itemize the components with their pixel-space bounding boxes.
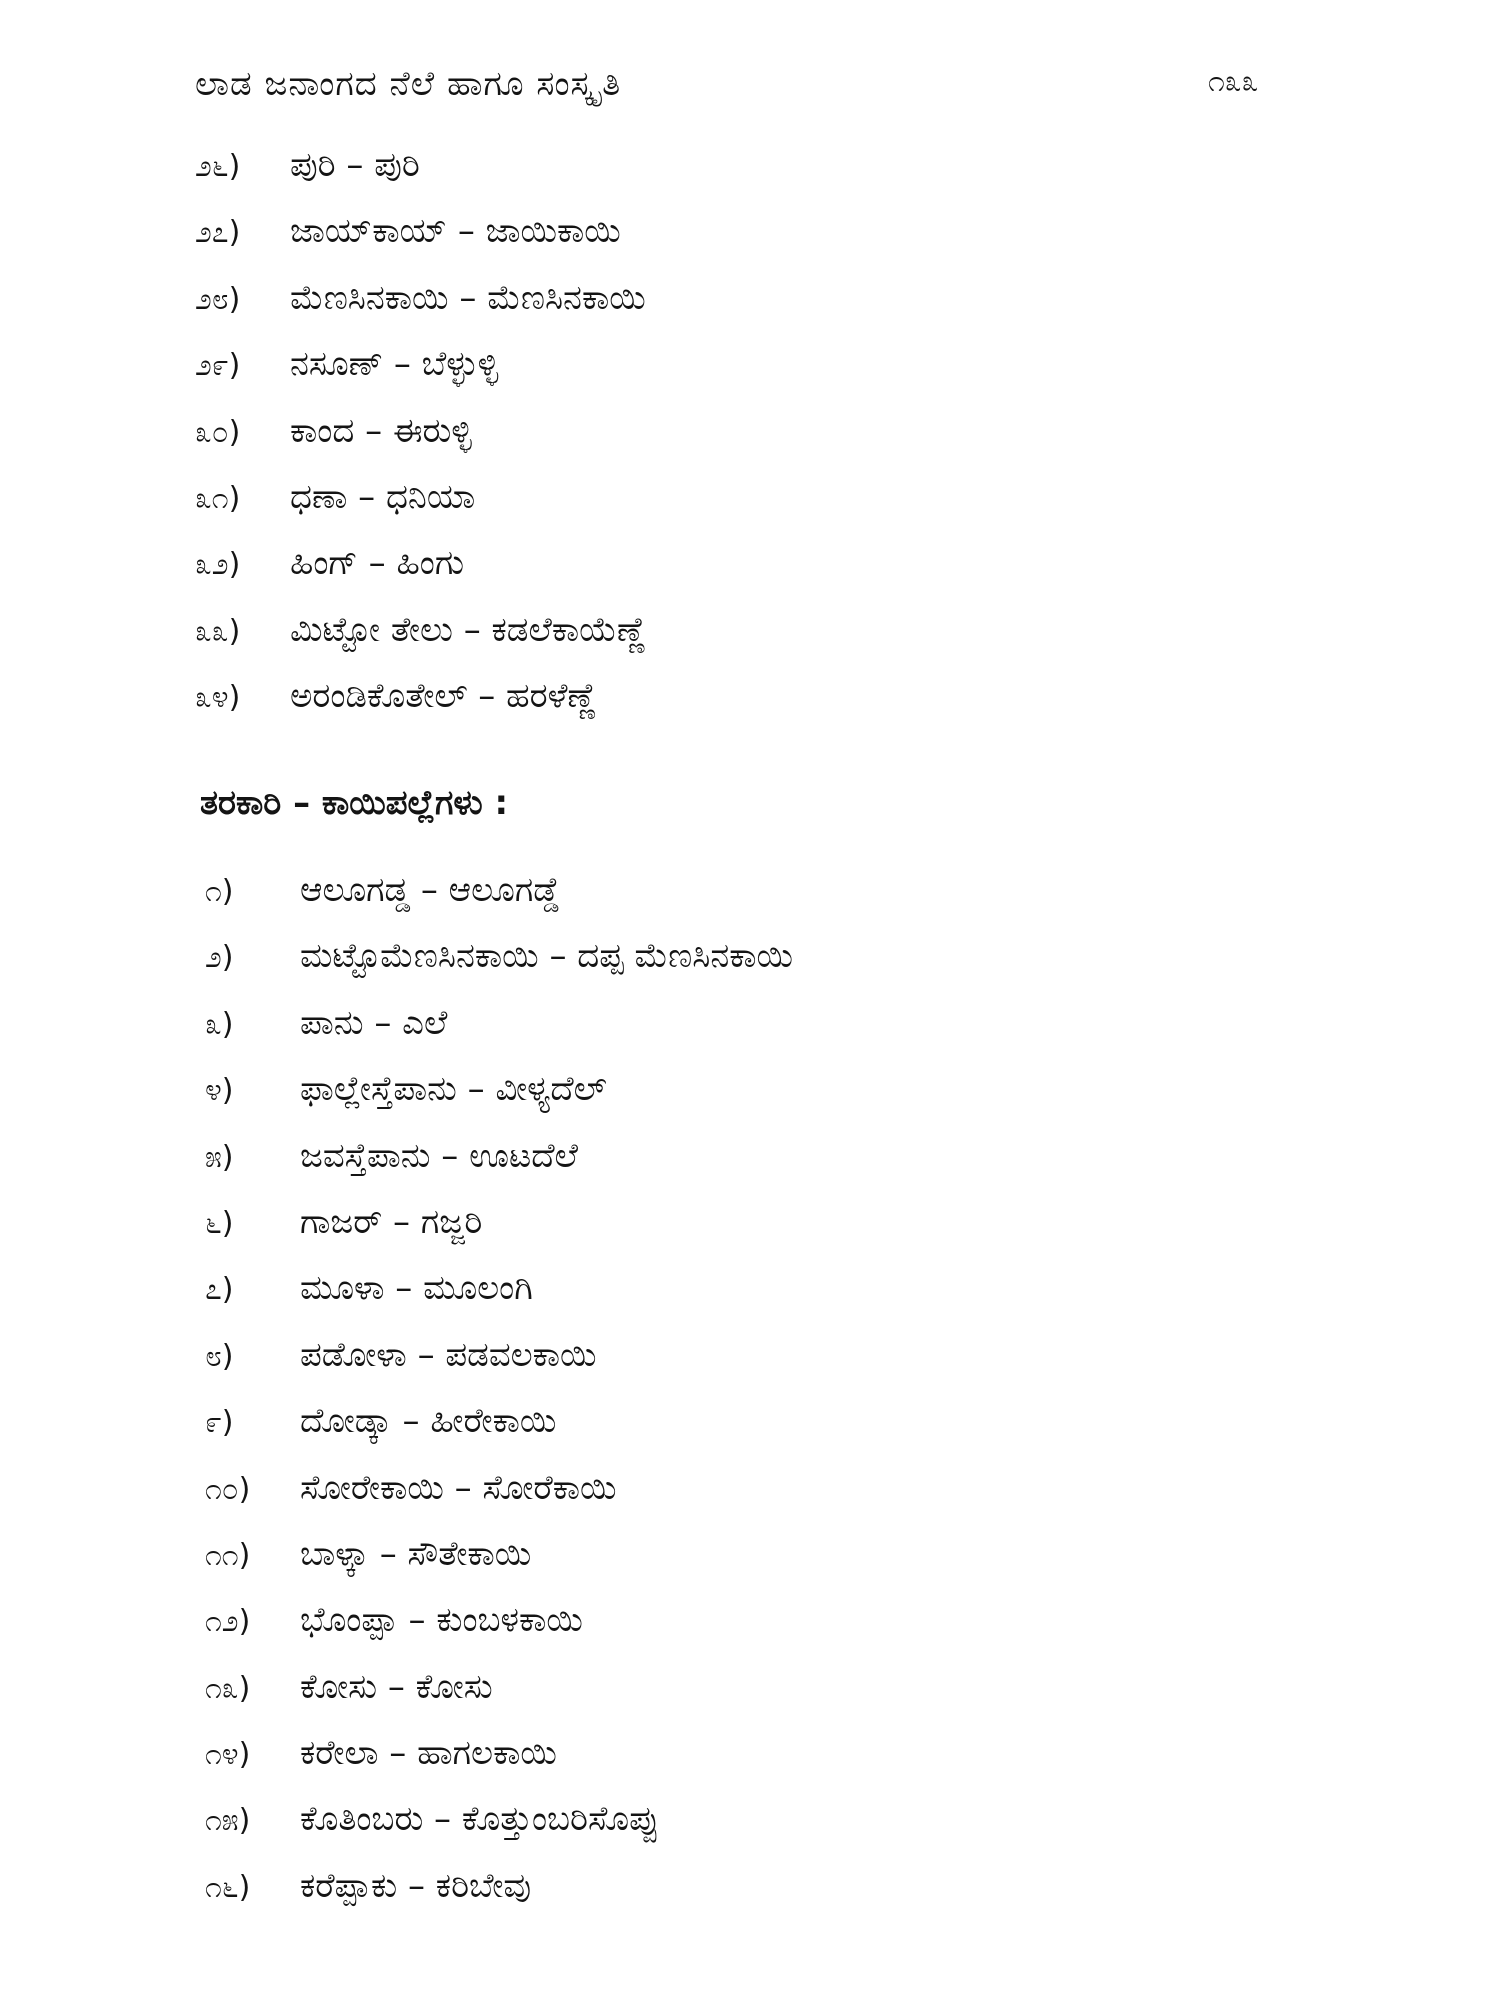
item-text: ನಸೂಣ್ – ಬೆಳ್ಳುಳ್ಳಿ: [290, 344, 499, 385]
item-number: ೩೨): [195, 547, 241, 583]
item-number: ೮): [205, 1338, 234, 1374]
item-number: ೩೪): [195, 680, 241, 716]
item-number: ೩೩): [195, 613, 241, 649]
item-number: ೨೯): [195, 348, 241, 384]
item-text: ಕೋಸು – ಕೋಸು: [300, 1666, 493, 1707]
item-text: ಭೊಂಪ್ಪಾ – ಕುಂಬಳಕಾಯಿ: [300, 1600, 583, 1641]
item-text: ಪುರಿ – ಪುರಿ: [290, 145, 420, 185]
list-item: [195, 344, 1295, 410]
item-text: ಧಣಾ – ಧನಿಯಾ: [290, 476, 476, 517]
list-item: [205, 1667, 1305, 1733]
item-number: ೧೬): [205, 1869, 251, 1905]
item-text: ಹಿಂಗ್ – ಹಿಂಗು: [290, 543, 465, 584]
item-number: ೪): [205, 1073, 234, 1109]
list-item: [195, 477, 1295, 543]
item-number: ೭): [205, 1272, 234, 1308]
item-number: ೧೦): [205, 1471, 251, 1507]
item-text: ಸೋರೇಕಾಯಿ – ಸೋರೆಕಾಯಿ: [300, 1467, 617, 1508]
list-item: [205, 1003, 1305, 1069]
item-text: ಕರೆಪ್ಪಾಕು – ಕರಿಬೇವು: [300, 1865, 532, 1906]
item-number: ೨೬): [195, 149, 241, 184]
item-number: ೧೪): [205, 1737, 251, 1773]
item-number: ೨೭): [195, 215, 241, 251]
item-number: ೩): [205, 1006, 234, 1042]
item-number: ೧೩): [205, 1670, 251, 1706]
item-text: ಮೂಳಾ – ಮೂಲಂಗಿ: [300, 1268, 533, 1309]
item-number: ೨೮): [195, 281, 241, 317]
list-item: [195, 278, 1295, 344]
item-number: ೨): [205, 940, 234, 976]
list-item: [205, 1202, 1305, 1268]
list-item: [195, 610, 1295, 676]
item-text: ಜವಸ್ತೆಪಾನು – ಊಟದೆಲೆ: [300, 1135, 578, 1176]
list-item: [205, 1799, 1305, 1865]
item-text: ಆಲೂಗಡ್ಡ – ಆಲೂಗಡ್ಡೆ: [300, 870, 561, 910]
list-item: [205, 1733, 1305, 1799]
item-text: ಪಡೋಳಾ – ಪಡವಲಕಾಯಿ: [300, 1334, 597, 1375]
item-number: ೩೧): [195, 480, 241, 516]
item-text: ಕೊತಿಂಬರು – ಕೊತ್ತುಂಬರಿಸೊಪ್ಪು: [300, 1799, 660, 1840]
list-item: [205, 1136, 1305, 1202]
item-number: ೫): [205, 1139, 234, 1175]
item-text: ಕರೇಲಾ – ಹಾಗಲಕಾಯಿ: [300, 1733, 557, 1774]
item-number: ೯): [205, 1405, 234, 1441]
item-number: ೧೧): [205, 1537, 251, 1573]
item-text: ಗಾಜರ್ – ಗಜ್ಜರಿ: [300, 1201, 483, 1242]
item-text: ಮೆಣಸಿನಕಾಯಿ – ಮೆಣಸಿನಕಾಯಿ: [290, 277, 646, 318]
item-number: ೧): [205, 874, 234, 909]
page-number: ೧೩೩: [1208, 64, 1259, 99]
list-item: [205, 1069, 1305, 1135]
list-item: [195, 411, 1295, 477]
list-item: [205, 936, 1305, 1002]
vegetable-word-list: [205, 870, 1305, 1932]
list-item: [195, 145, 1295, 211]
word-list-continued: [195, 145, 1295, 743]
item-text: ಮಿಟ್ಟೋ ತೇಲು – ಕಡಲೆಕಾಯೆಣ್ಣೆ: [290, 609, 647, 650]
item-text: ದೋಡ್ಕಾ – ಹೀರೇಕಾಯಿ: [300, 1401, 557, 1442]
item-text: ಕಾಂದ – ಈರುಳ್ಳಿ: [290, 410, 472, 451]
list-item: [195, 211, 1295, 277]
item-text: ಪಾನು – ಎಲೆ: [300, 1002, 448, 1043]
item-number: ೧೫): [205, 1803, 251, 1839]
section-heading: ತರಕಾರಿ – ಕಾಯಿಪಲ್ಲೆಗಳು :: [200, 783, 509, 823]
running-header-title: ಲಾಡ ಜನಾಂಗದ ನೆಲೆ ಹಾಗೂ ಸಂಸ್ಕೃತಿ: [195, 64, 622, 104]
item-text: ಜಾಯ್‌ಕಾಯ್ – ಜಾಯಿಕಾಯಿ: [290, 211, 621, 252]
list-item: [205, 1401, 1305, 1467]
list-item: [205, 1534, 1305, 1600]
list-item: [205, 1268, 1305, 1334]
list-item: [205, 1866, 1305, 1932]
item-number: ೩೦): [195, 414, 241, 450]
list-item: [205, 870, 1305, 936]
list-item: [205, 1468, 1305, 1534]
list-item: [205, 1600, 1305, 1666]
item-text: ಫಾಲ್ಲೇಸ್ತೆಪಾನು – ವೀಳ್ಯದೆಲ್: [300, 1069, 607, 1110]
item-number: ೬): [205, 1205, 234, 1241]
list-item: [205, 1335, 1305, 1401]
list-item: [195, 676, 1295, 742]
item-number: ೧೨): [205, 1604, 251, 1640]
list-item: [195, 543, 1295, 609]
item-text: ಅರಂಡಿಕೊತೇಲ್ – ಹರಳೆಣ್ಣೆ: [290, 676, 597, 717]
item-text: ಮಟ್ಟೊಮೆಣಸಿನಕಾಯಿ – ದಪ್ಪ ಮೆಣಸಿನಕಾಯಿ: [300, 936, 794, 977]
item-text: ಬಾಳ್ಕಾ – ಸೌತೇಕಾಯಿ: [300, 1533, 532, 1574]
